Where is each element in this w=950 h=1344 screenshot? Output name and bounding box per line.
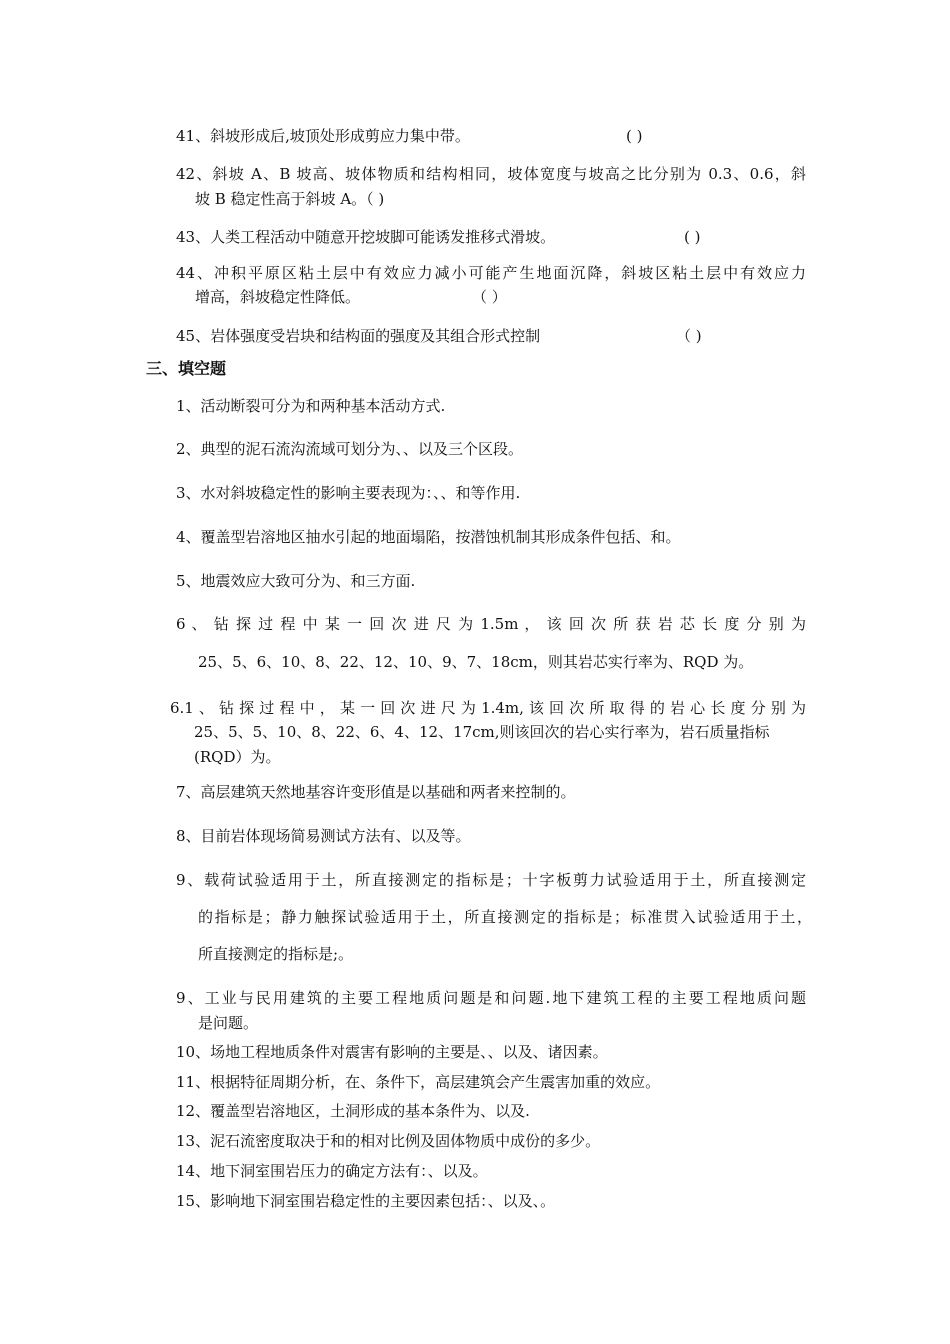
fill-question-6-1-line1: 6.1 、 钻 探 过 程 中 ， 某 一 回 次 进 尺 为 1.4m, 该 回 次 所 取 得 的 岩 心 长 度 分 别 为 <box>170 699 806 717</box>
fill-question-6-1-line2: 25、5、5、10、8、22、6、4、12、17cm,则该回次的岩心实行率为，岩石质量指标 <box>194 723 770 741</box>
answer-blank-44: （ ） <box>472 288 507 306</box>
answer-blank-41: ( ) <box>626 127 643 145</box>
answer-blank-45: （ ) <box>676 327 702 345</box>
tf-question-45: 45、岩体强度受岩块和结构面的强度及其组合形式控制 <box>176 327 541 345</box>
fill-question-9a-line2: 的指标是；静力触探试验适用于土，所直接测定的指标是；标准贯入试验适用于土， <box>198 908 812 926</box>
tf-question-41: 41、斜坡形成后,坡顶处形成剪应力集中带。 <box>176 127 470 145</box>
fill-question-10: 10、场地工程地质条件对震害有影响的主要是、、以及、诸因素。 <box>176 1043 608 1061</box>
fill-question-4: 4、覆盖型岩溶地区抽水引起的地面塌陷，按潜蚀机制其形成条件包括、和。 <box>176 528 681 546</box>
section-title: 三、填空题 <box>146 359 227 378</box>
fill-question-1: 1、活动断裂可分为和两种基本活动方式. <box>176 397 446 415</box>
fill-question-8: 8、目前岩体现场简易测试方法有、以及等。 <box>176 827 471 845</box>
fill-question-9a-line3: 所直接测定的指标是;。 <box>198 945 354 963</box>
fill-question-14: 14、地下洞室围岩压力的确定方法有：、以及。 <box>176 1162 488 1180</box>
fill-question-9b-line1: 9、工业与民用建筑的主要工程地质问题是和问题.地下建筑工程的主要工程地质问题 <box>176 989 806 1007</box>
fill-question-9a-line1: 9、载荷试验适用于土，所直接测定的指标是；十字板剪力试验适用于土，所直接测定 <box>176 871 806 889</box>
tf-question-44-line1: 44、冲积平原区粘土层中有效应力减小可能产生地面沉降，斜坡区粘土层中有效应力 <box>176 264 806 282</box>
fill-question-3: 3、水对斜坡稳定性的影响主要表现为：、、和等作用. <box>176 484 521 502</box>
fill-question-7: 7、高层建筑天然地基容许变形值是以基础和两者来控制的。 <box>176 783 576 801</box>
tf-question-42-line2: 坡 B 稳定性高于斜坡 A。（ ) <box>195 190 385 208</box>
tf-question-44-line2: 增高，斜坡稳定性降低。 <box>195 288 361 306</box>
fill-question-13: 13、泥石流密度取决于和的相对比例及固体物质中成份的多少。 <box>176 1132 601 1150</box>
tf-question-43: 43、人类工程活动中随意开挖坡脚可能诱发推移式滑坡。 <box>176 228 556 246</box>
fill-question-6-1-line3: (RQD）为。 <box>194 748 281 766</box>
fill-question-2: 2、典型的泥石流沟流域可划分为、、以及三个区段。 <box>176 440 524 458</box>
fill-question-12: 12、覆盖型岩溶地区，土洞形成的基本条件为、以及. <box>176 1102 530 1120</box>
fill-question-15: 15、影响地下洞室围岩稳定性的主要因素包括：、以及、。 <box>176 1192 556 1210</box>
tf-question-42-line1: 42、斜坡 A、B 坡高、坡体物质和结构相同，坡体宽度与坡高之比分别为 0.3、0.6，斜 <box>176 165 806 183</box>
fill-question-9b-line2: 是问题。 <box>198 1014 259 1032</box>
fill-question-5: 5、地震效应大致可分为、和三方面. <box>176 572 416 590</box>
fill-question-6-line1: 6 、 钻 探 过 程 中 某 一 回 次 进 尺 为 1.5m ， 该 回 次 所 获 岩 芯 长 度 分 别 为 <box>176 615 806 633</box>
answer-blank-43: ( ) <box>684 228 701 246</box>
fill-question-11: 11、根据特征周期分析，在、条件下，高层建筑会产生震害加重的效应。 <box>176 1073 661 1091</box>
fill-question-6-line2: 25、5、6、10、8、22、12、10、9、7、18cm，则其岩芯实行率为、RQD 为。 <box>198 653 754 671</box>
